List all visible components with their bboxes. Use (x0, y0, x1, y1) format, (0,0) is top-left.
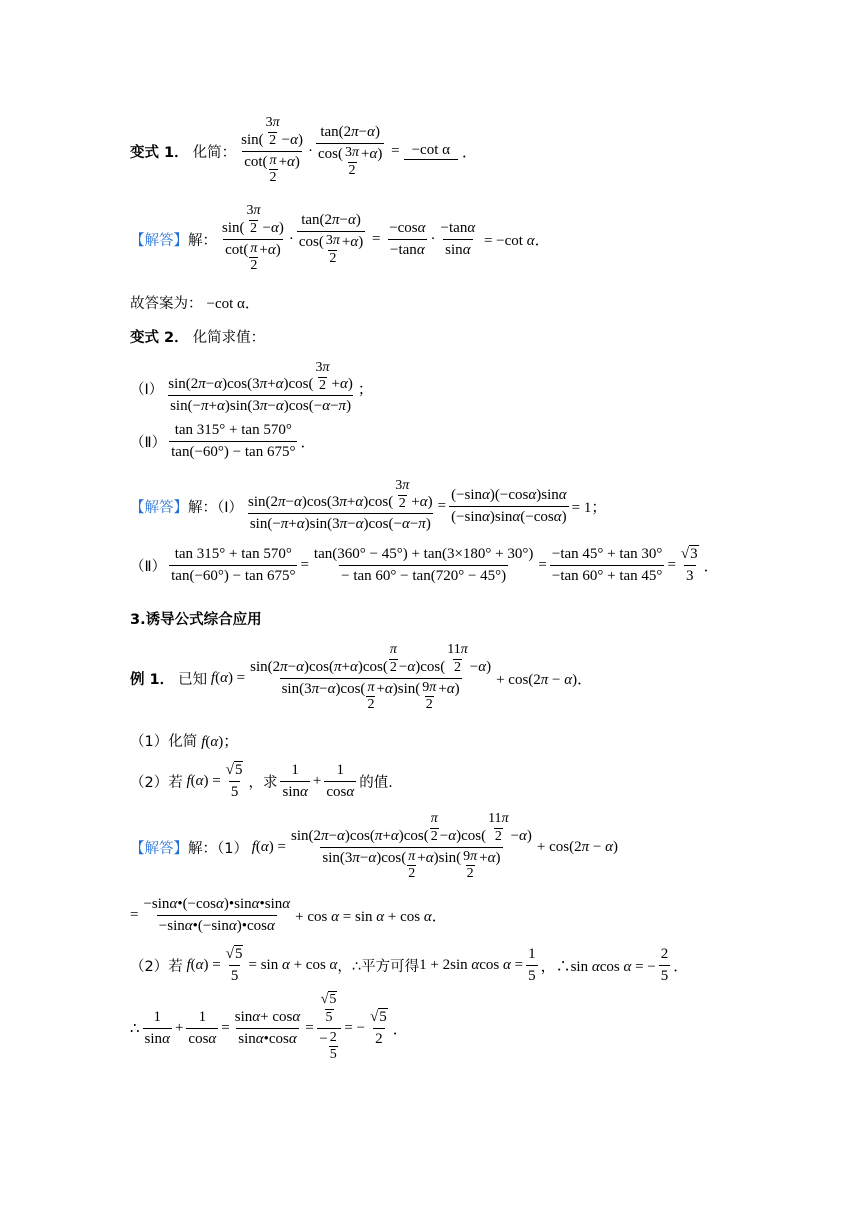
example1-q1: （1）化简 f(α)； (130, 733, 239, 750)
variant1-prompt: 化简： (192, 144, 237, 161)
example1-solution-1: 【解答】 解：（1） f(α) = sin(2 π − α )cos( π + α )cos( π 2 − α )cos( 11π 2 − α ) sin(3 π − α )cos( π 2 + α )sin( 9π 2 + α ) + cos(2π − α) (130, 811, 618, 882)
variant1-solution-expression: sin( 3π 2 − α ) cot( π 2 + α ) · tan(2 π − α ) cos( 3π 2 + α ) = −cos α −tan α · −tan α sin α = −cot α． (222, 203, 550, 274)
variant1-label: 变式 1． (130, 144, 189, 161)
variant1-solution (0, 203, 860, 274)
example1-solution-1b: = −sin α •(−cos α )•sin α •sin α −sin α •(−sin α )•cos α + cos α = sin α + cos α． (130, 895, 447, 934)
variant1-answer: −cot α (404, 142, 458, 160)
variant2-part2: （Ⅱ） $\frac{\tan 315^\circ + \tan 570^\circ}{\tan(-60^\circ) - \tan 675^\circ}$ ． (130, 421, 316, 460)
example1-q2: （2）若 f(α) = $\frac{√5}{5}$ ，求 1 sin α + 1 cos α 的值． (130, 761, 403, 800)
variant1-problem (0, 115, 860, 186)
example1-definition: 例 1． 已知 f(α) = sin(2 π − α )cos( π + α )cos( π 2 − α )cos( 11π 2 − α ) sin(3 π − α )cos( π 2 + α )sin( 9π 2 + α ) + cos(2π − α)． (130, 642, 593, 713)
section-title: 3.诱导公式综合应用 (130, 611, 262, 628)
variant1-final-answer: 故答案为： −cot α． (130, 295, 260, 312)
variant2-part1: （Ⅰ） sin(2 π − α )cos(3 π + α )cos( 3π 2 + α ) sin(− π + α )sin(3 π − α )cos(− α − π ) ； (130, 359, 373, 415)
variant1-expression: sin( 3π 2 − α ) cot( π 2 + α ) · tan(2 π − α ) cos( 3π 2 + α ) = −cot α ． (241, 115, 477, 186)
variant2-label: 变式 2． (130, 329, 189, 346)
example1-solution-final: ∴ 1 sin α + 1 cos α = sin α + cos α sin α •cos α = √5 5 − 2 5 = − $\frac{√5}{2}$ ． (130, 992, 408, 1063)
variant2-heading: 变式 2． 化简求值： (0, 326, 860, 346)
solution-tag: 【解答】 (130, 232, 188, 249)
solution-prefix: 解： (188, 232, 217, 249)
example1-label: 例 1． (130, 671, 175, 688)
variant2-solution-part1: 【解答】 解：（Ⅰ） sin(2 π − α )cos(3 π + α )cos( 3π 2 + α ) sin(− π + α )sin(3 π − α )cos(− α − π ) = (−sin α )(−cos α )sin α (−sin α )sin α (−cos α ) = 1； (130, 477, 607, 533)
variant2-solution-part2: （Ⅱ） $\frac{\tan 315^\circ + \tan 570^\circ}{\tan(-60^\circ) - \tan 675^\circ}$ = $\frac{\tan(360^\circ - 45^\circ) + \tan(3\times 180^\circ + 30^\circ)}{- \tan 60^\circ - \tan(720^\circ - 45^\circ)}$ = $\frac{-\tan 45^\circ + \tan 30^\circ}{-\tan 60^\circ + \tan 45^\circ}$ = $\frac{√3}{3}$ ． (130, 545, 719, 584)
example1-solution-2: （2）若 f(α) = $\frac{√5}{5}$ = sin α + cos α ，∴平方可得 1 + 2sin αcos α = $\frac{1}{5}$ ，∴sin αcos α = − $\frac{2}{5}$ ． (130, 945, 689, 984)
